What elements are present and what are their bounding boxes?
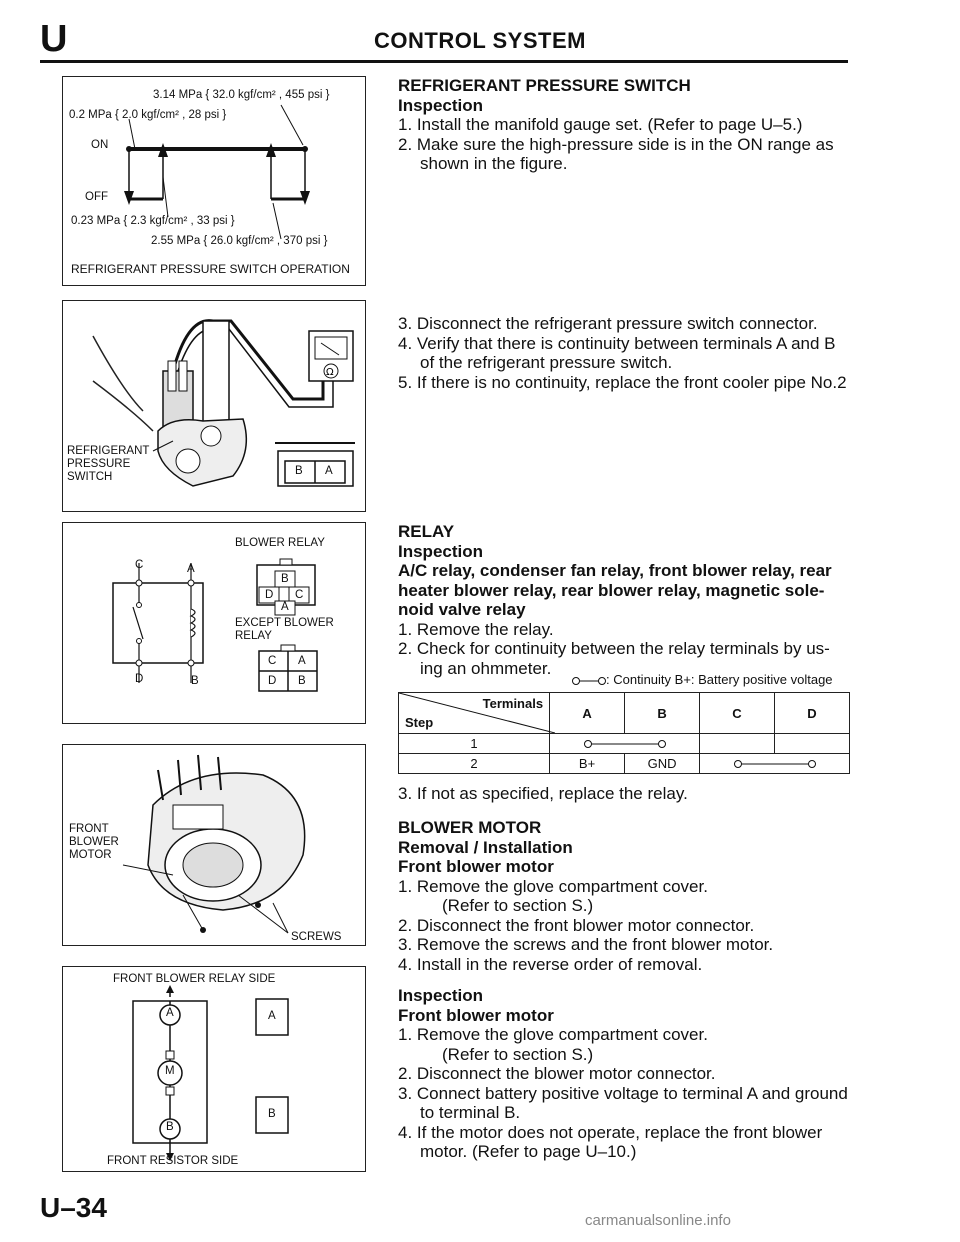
circle-a-label: A [166,1007,174,1019]
header-terminals: Terminals [482,696,544,711]
relay-table-wrap [398,692,850,774]
terminal-a: A [325,465,333,477]
relay-section [398,522,850,678]
header-step-terminals [399,693,550,734]
relay-subtitle: Inspection [398,541,484,561]
section-subtitle: Inspection [398,95,484,115]
continuity-mark [701,756,849,772]
connector2-d: D [268,675,277,687]
terminal-c: C [135,559,144,571]
label-blower: BLOWER [69,836,119,848]
inspection-title: Inspection [398,986,484,1005]
watermark: carmanualsonline.info [585,1212,731,1229]
page-title: CONTROL SYSTEM [374,28,586,53]
section-title: REFRIGERANT PRESSURE SWITCH [398,76,691,95]
relay-continuity-table [398,692,850,774]
step-1: 1. Install the manifold gauge set. (Refer to page U–5.) [398,115,803,134]
table-row [399,754,850,774]
label-0-2-mpa: 0.2 MPa { 2.0 kgf/cm² , 28 psi } [69,109,227,121]
terminal-b: B [191,675,199,687]
relay-list: A/C relay, condenser fan relay, front blower relay, rear heater blower relay, rear blower relay, magnetic sole- noid valve relay [398,561,832,619]
connector-a: A [268,1010,276,1022]
connector2-a: A [298,655,306,667]
header-rule [40,60,848,63]
connector-d: D [265,589,274,601]
figure-blower-circuit [62,966,366,1172]
svg-text:Ω: Ω [326,367,334,378]
section-letter: U [40,18,68,60]
inspection-subtitle: Front blower motor [398,1005,554,1025]
relay-step-3 [398,784,850,804]
except-blower-label: EXCEPT BLOWER [235,617,334,629]
blower-step-2: 2. Disconnect the front blower motor connector. [398,915,755,935]
header-step: Step [405,715,434,730]
insp-step-3: 3. Connect battery positive voltage to terminal A and ground to terminal B. [398,1083,848,1122]
page-number: U–34 [40,1192,107,1223]
except-relay-label: RELAY [235,630,272,642]
legend-text: : Continuity B+: Battery positive voltage [606,672,833,687]
figure-caption: REFRIGERANT PRESSURE SWITCH OPERATION [71,262,350,276]
label-resistor-side: FRONT RESISTOR SIDE [107,1155,239,1167]
label-0-23-mpa: 0.23 MPa { 2.3 kgf/cm² , 33 psi } [71,215,235,227]
row-2-step: 2 [399,754,550,774]
col-d: D [774,693,849,734]
insp-step-1: 1. Remove the glove compartment cover. (Refer to section S.) [398,1025,708,1064]
connector-a: A [281,601,289,613]
continuity-mark [551,736,699,752]
blower-circuit-diagram [63,967,365,1171]
row-1-continuity-a-b [550,734,700,754]
step-4: 4. Verify that there is continuity between terminals A and B of the refrigerant pressure switch. [398,333,836,372]
connector-b: B [268,1108,276,1120]
label-relay-side: FRONT BLOWER RELAY SIDE [113,973,276,985]
row-2-b: GND [625,754,700,774]
label-2-55-mpa: 2.55 MPa { 26.0 kgf/cm² , 370 psi } [151,235,328,247]
terminal-d: D [135,673,144,685]
figure-switch-operation [62,76,366,286]
insp-step-2: 2. Disconnect the blower motor connector. [398,1064,716,1083]
continuity-legend [572,672,833,687]
blower-relay-label: BLOWER RELAY [235,537,325,549]
terminal-a: A [187,563,195,575]
connector-b: B [281,573,289,585]
terminal-b: B [295,465,303,477]
blower-sub2: Front blower motor [398,857,554,876]
row-2-a: B+ [550,754,625,774]
relay-title: RELAY [398,522,455,541]
label-motor: MOTOR [69,849,112,861]
circle-m-label: M [165,1065,175,1077]
table-row [399,734,850,754]
label-switch: SWITCH [67,471,113,483]
continuity-symbol [572,676,606,686]
blower-motor-section [398,818,850,974]
col-c: C [700,693,775,734]
blower-inspection-section [398,986,850,1162]
blower-title: BLOWER MOTOR [398,818,542,837]
label-screws: SCREWS [291,931,342,943]
relay-step-3-text: 3. If not as specified, replace the relay. [398,784,688,803]
blower-sub1: Removal / Installation [398,837,573,857]
figure-front-blower-motor [62,744,366,946]
connector-c: C [295,589,304,601]
label-on: ON [91,139,109,151]
step-2: 2. Make sure the high-pressure side is in the ON range as shown in the figure. [398,134,834,173]
figure-relay [62,522,366,724]
blower-step-1: 1. Remove the glove compartment cover. (Refer to section S.) [398,876,708,915]
label-pressure: PRESSURE [67,458,131,470]
label-refrigerant: REFRIGERANT [67,445,150,457]
row-1-c [700,734,775,754]
refrigerant-switch-steps [398,314,850,392]
blower-step-3: 3. Remove the screws and the front blower motor. [398,935,774,954]
relay-step-2: 2. Check for continuity between the relay terminals by us- ing an ohmmeter. [398,639,830,678]
connector2-b: B [298,675,306,687]
label-3-14-mpa: 3.14 MPa { 32.0 kgf/cm² , 455 psi } [153,89,330,101]
connector2-c: C [268,655,277,667]
step-5: 5. If there is no continuity, replace the front cooler pipe No.2 [398,372,847,392]
col-b: B [625,693,700,734]
row-1-d [774,734,849,754]
insp-step-4: 4. If the motor does not operate, replace the front blower motor. (Refer to page U–10.) [398,1122,823,1161]
table-header-row [399,693,850,734]
label-off: OFF [85,191,108,203]
col-a: A [550,693,625,734]
relay-step-1: 1. Remove the relay. [398,619,554,639]
circle-b-label: B [166,1121,174,1133]
row-1-step: 1 [399,734,550,754]
label-front: FRONT [69,823,109,835]
refrigerant-switch-section [398,76,850,174]
blower-step-4: 4. Install in the reverse order of removal. [398,954,703,974]
step-3: 3. Disconnect the refrigerant pressure switch connector. [398,314,818,333]
row-2-continuity-c-d [700,754,850,774]
figure-pressure-switch [62,300,366,512]
